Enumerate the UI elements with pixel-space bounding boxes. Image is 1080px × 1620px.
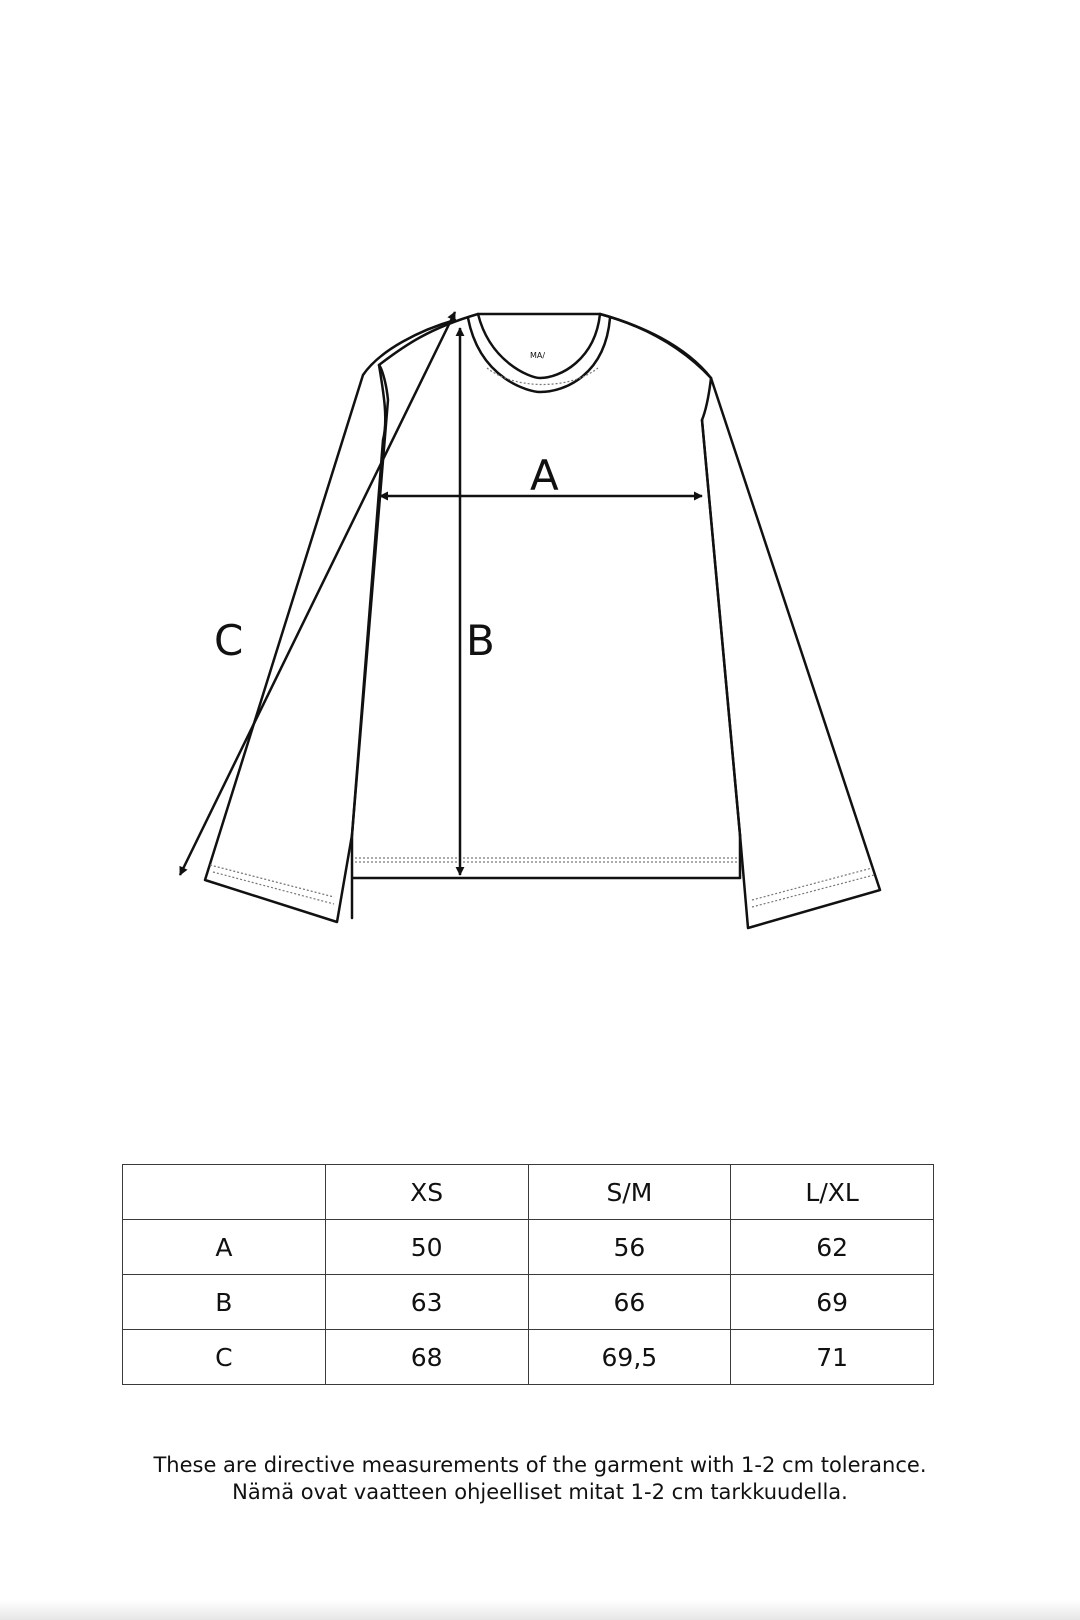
bottom-fade	[0, 1600, 1080, 1620]
table-header-row	[123, 1165, 934, 1220]
label-b: B	[466, 616, 495, 665]
table-row	[123, 1220, 934, 1275]
row-label: A	[123, 1220, 326, 1275]
collar-tag: MA/	[530, 351, 546, 360]
note-line-english: These are directive measurements of the garment with 1-2 cm tolerance.	[153, 1453, 927, 1477]
table-cell: 62	[731, 1220, 934, 1275]
table-cell: 71	[731, 1330, 934, 1385]
header-cell-xs: XS	[325, 1165, 528, 1220]
note-line-finnish: Nämä ovat vaatteen ohjeelliset mitat 1-2 cm tarkkuudella.	[232, 1480, 848, 1504]
sweater-outline	[205, 314, 880, 928]
header-cell-sm: S/M	[528, 1165, 731, 1220]
measurement-note	[0, 1452, 1080, 1506]
size-table	[122, 1164, 934, 1385]
table-row	[123, 1275, 934, 1330]
table-cell: 69	[731, 1275, 934, 1330]
row-label: C	[123, 1330, 326, 1385]
table-cell: 56	[528, 1220, 731, 1275]
stitch-lines	[210, 368, 874, 907]
label-a: A	[530, 451, 559, 500]
table-cell: 68	[325, 1330, 528, 1385]
table-cell: 66	[528, 1275, 731, 1330]
header-cell-lxl: L/XL	[731, 1165, 934, 1220]
table-cell: 63	[325, 1275, 528, 1330]
measurement-arrows	[180, 312, 702, 875]
label-c: C	[214, 616, 244, 665]
header-cell-empty	[123, 1165, 326, 1220]
row-label: B	[123, 1275, 326, 1330]
table-cell: 69,5	[528, 1330, 731, 1385]
measure-c-arrow	[180, 312, 455, 875]
table-row	[123, 1330, 934, 1385]
table-cell: 50	[325, 1220, 528, 1275]
